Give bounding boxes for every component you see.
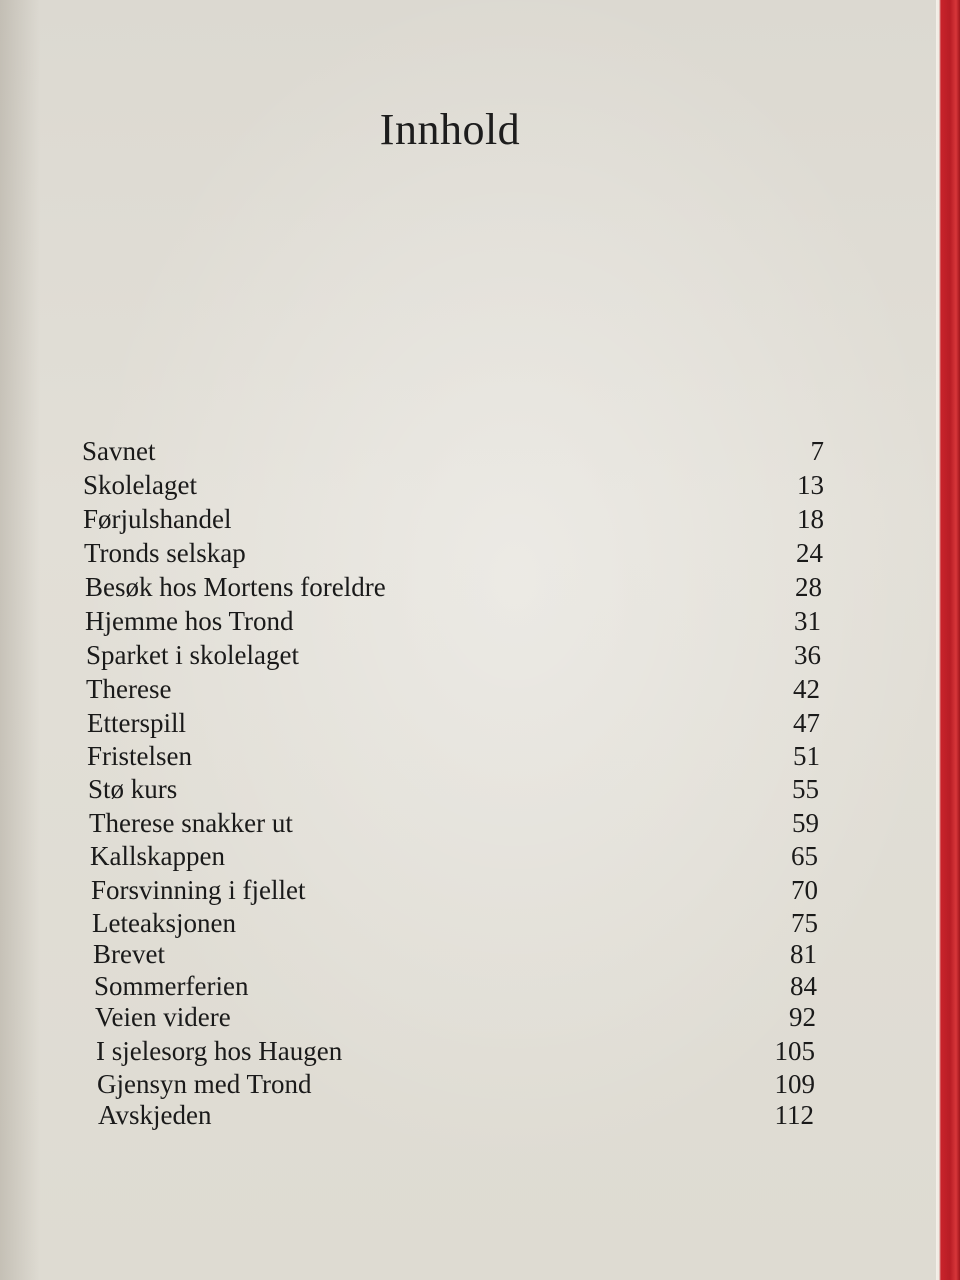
toc-entry [0,939,900,973]
toc-entry-page-number: 7 [810,436,824,466]
toc-entry-title: I sjelesorg hos Haugen [96,1036,343,1066]
toc-entry [0,708,900,742]
toc-entry [0,572,900,606]
toc-entry-page-number: 59 [792,808,819,838]
toc-entry-page-number: 70 [791,875,818,905]
toc-entry-page-number: 112 [774,1100,814,1130]
toc-entry [0,1069,900,1103]
toc-entry-page-number: 18 [797,504,824,534]
toc-entry-title: Tronds selskap [84,538,246,568]
toc-entry-title: Besøk hos Mortens foreldre [85,572,386,602]
toc-entry-page-number: 55 [792,774,819,804]
red-book-cover-edge [936,0,960,1280]
toc-entry-title: Sparket i skolelaget [86,640,299,670]
toc-entry [0,774,900,808]
toc-entry-page-number: 28 [795,572,822,602]
toc-entry-title: Brevet [93,939,165,969]
toc-entry-title: Førjulshandel [83,504,232,534]
toc-entry [0,606,900,640]
toc-entry [0,1002,900,1036]
toc-entry-page-number: 51 [793,741,820,771]
toc-entry-title: Leteaksjonen [92,908,236,938]
toc-entry-page-number: 42 [793,674,820,704]
toc-entry-title: Savnet [82,436,156,466]
toc-entry-page-number: 75 [791,908,818,938]
toc-entry-title: Fristelsen [87,741,192,771]
toc-entry-page-number: 105 [774,1036,815,1066]
toc-entry-page-number: 24 [796,538,823,568]
toc-entry-title: Forsvinning i fjellet [91,875,306,905]
page-title: Innhold [379,105,521,154]
toc-entry-page-number: 84 [790,971,817,1001]
toc-entry-title: Therese snakker ut [89,808,293,838]
toc-entry-page-number: 65 [791,841,818,871]
toc-entry-title: Kallskappen [90,841,225,871]
toc-entry [0,908,900,942]
toc-entry [0,470,900,504]
toc-entry [0,674,900,708]
toc-entry-page-number: 13 [797,470,824,500]
toc-entry [0,841,900,875]
toc-entry [0,741,900,775]
toc-entry-page-number: 109 [774,1069,815,1099]
toc-entry [0,808,900,842]
toc-entry-title: Avskjeden [98,1100,212,1130]
toc-entry [0,504,900,538]
toc-entry-title: Gjensyn med Trond [97,1069,312,1099]
toc-entry [0,1036,900,1070]
toc-entry-title: Stø kurs [88,774,178,804]
toc-entry [0,875,900,909]
toc-entry-title: Veien videre [95,1002,231,1032]
toc-entry [0,436,900,470]
toc-entry-title: Etterspill [87,708,186,738]
toc-entry-page-number: 36 [794,640,821,670]
toc-entry-title: Therese [86,674,172,704]
toc-entry [0,640,900,674]
toc-entry [0,971,900,1005]
toc-entry-page-number: 92 [789,1002,816,1032]
toc-entry-title: Skolelaget [83,470,197,500]
toc-entry-page-number: 81 [790,939,817,969]
toc-entry [0,538,900,572]
toc-entry-page-number: 31 [794,606,821,636]
toc-entry [0,1100,900,1134]
toc-entry-title: Sommerferien [94,971,249,1001]
toc-entry-page-number: 47 [793,708,820,738]
toc-entry-title: Hjemme hos Trond [85,606,294,636]
table-of-contents [0,436,900,1136]
